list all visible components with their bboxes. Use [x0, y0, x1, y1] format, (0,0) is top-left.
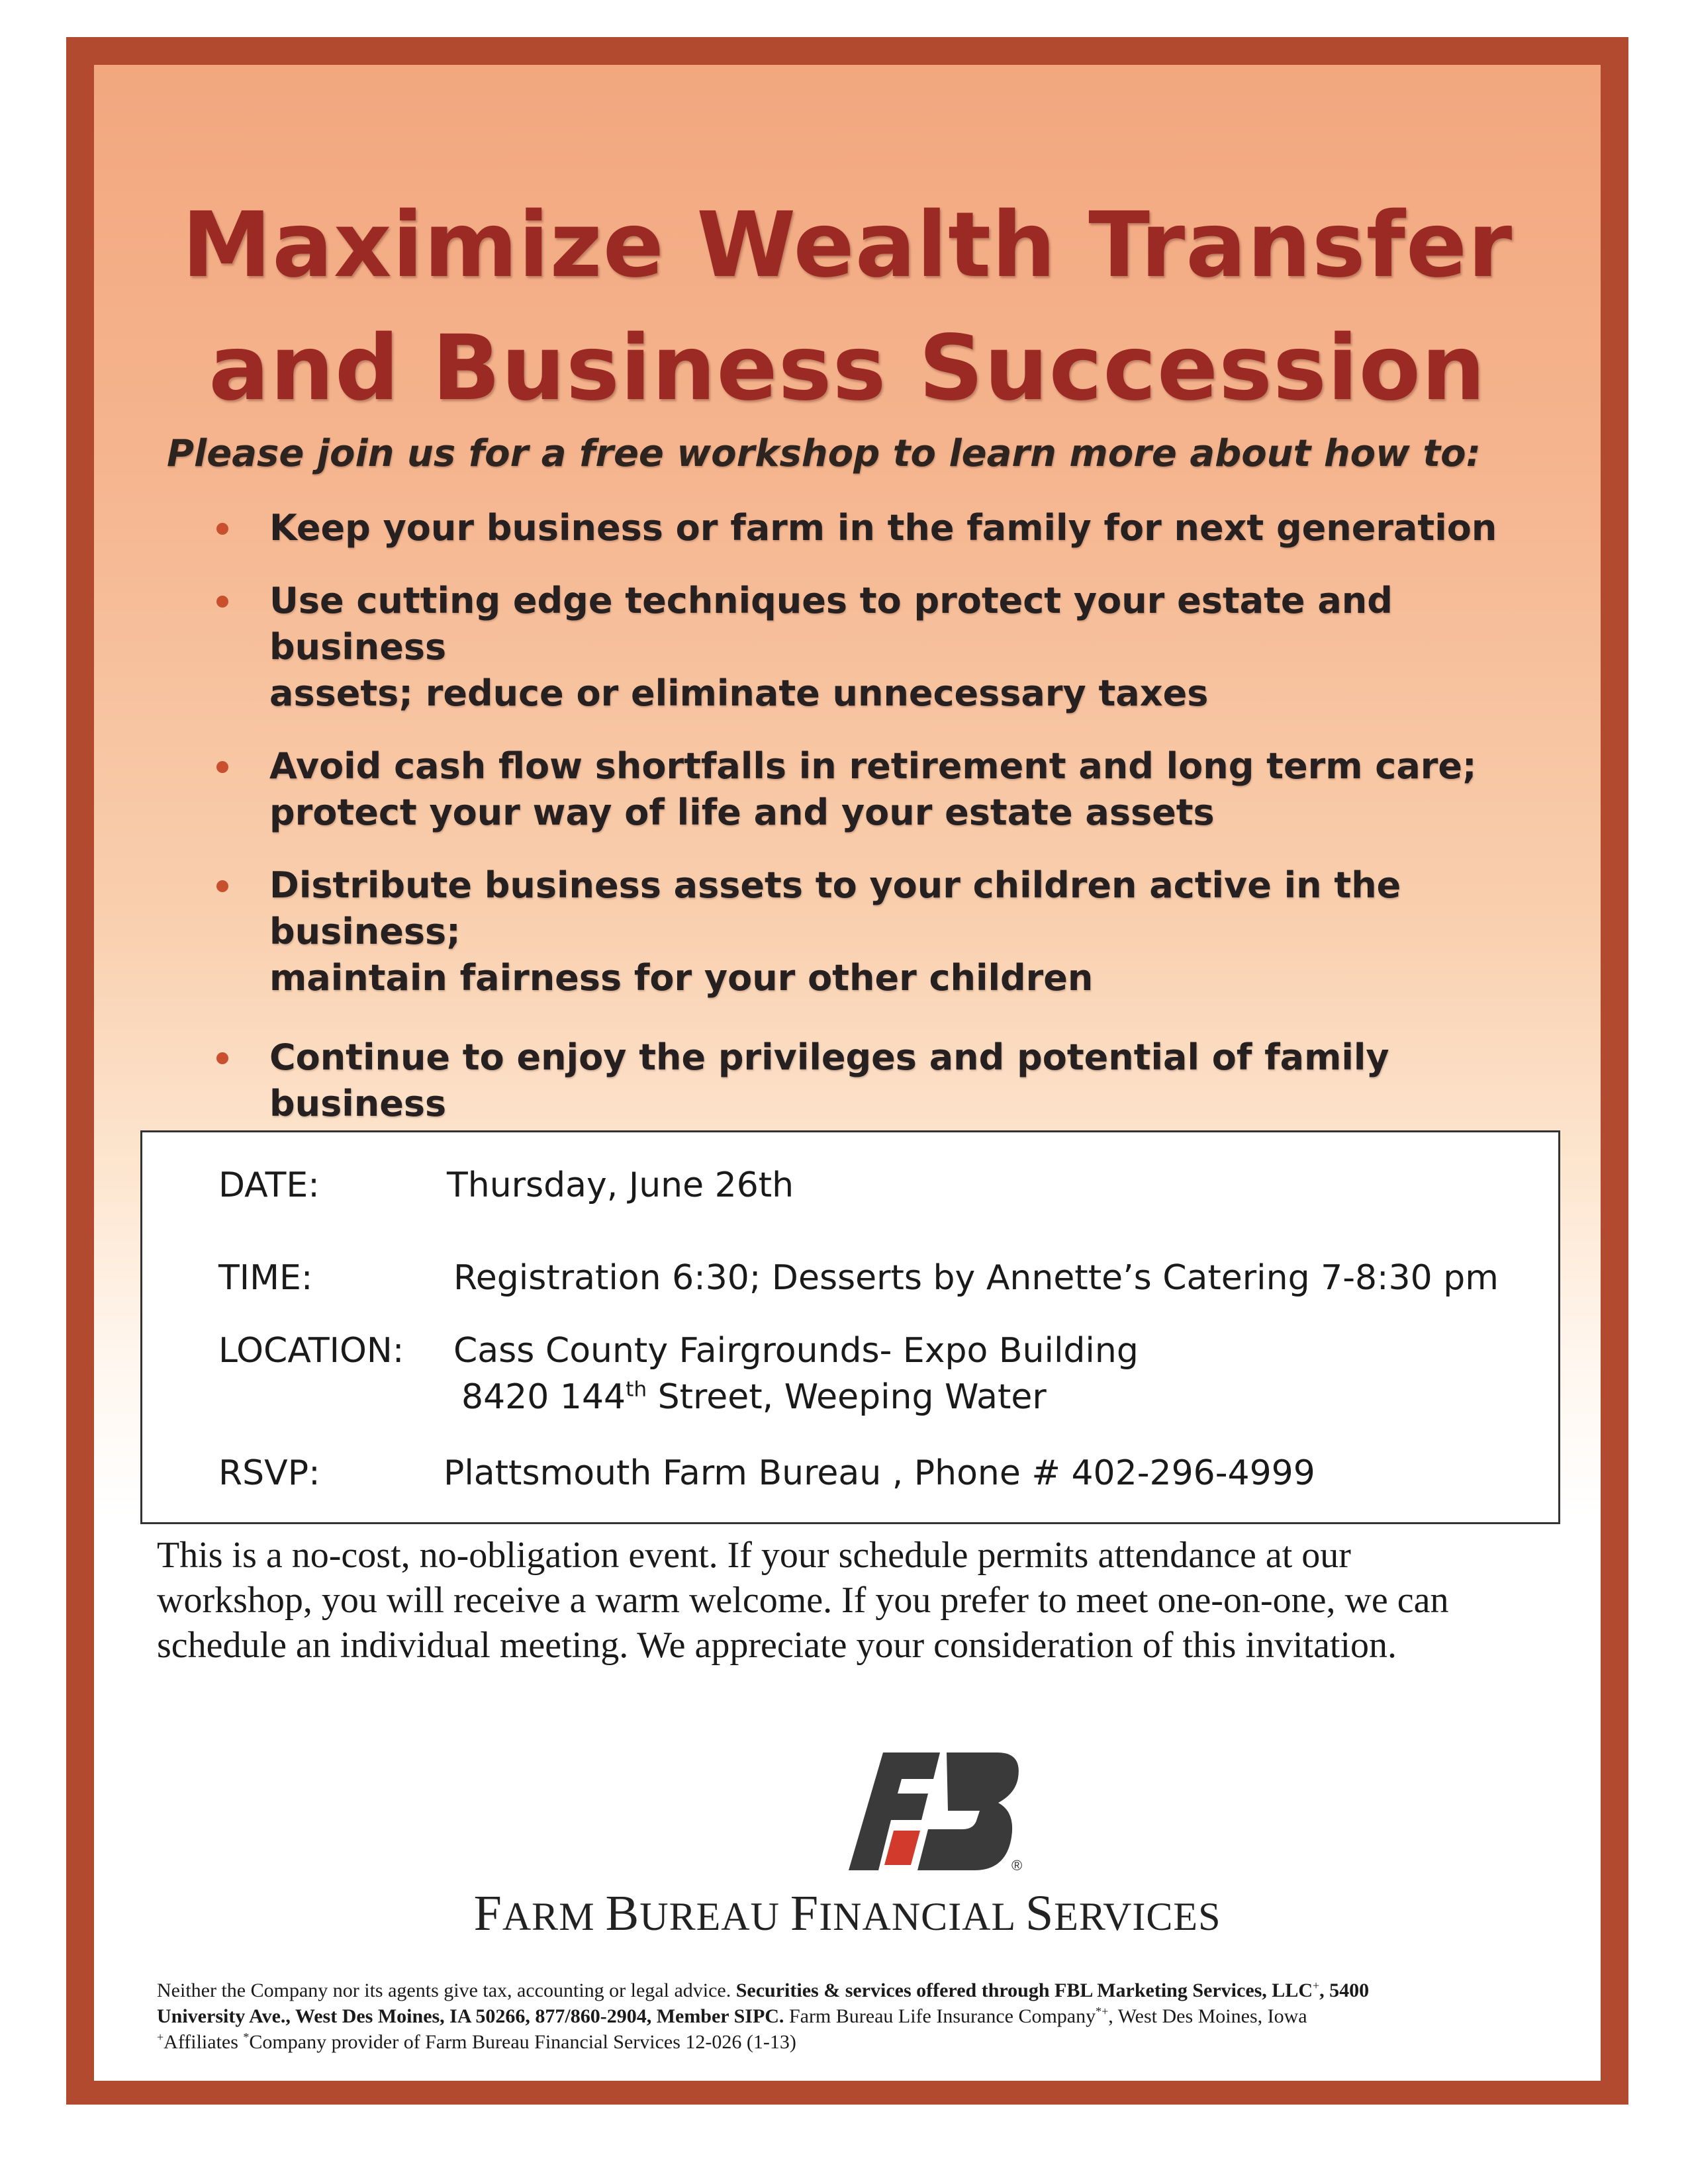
list-item: [207, 743, 1570, 836]
company-name-word-1: ARM: [502, 1895, 606, 1938]
company-name-initial-1: F: [473, 1886, 502, 1941]
rsvp-label: RSVP:: [218, 1453, 320, 1493]
disclaimer-sup-4: *: [243, 2030, 250, 2044]
disclaimer-sup-2: *+: [1096, 2005, 1109, 2018]
list-item: [207, 578, 1570, 717]
invitation-line-3: schedule an individual meeting. We appreciate your consideration of this invitation.: [157, 1625, 1397, 1666]
disclaimer-part-5: Company provider of Farm Bureau Financial Services 12-026 (1-13): [249, 2031, 796, 2053]
headline-line-2: and Business Succession: [209, 316, 1486, 421]
farm-bureau-logo: [849, 1752, 1034, 1872]
company-name-word-3: INANCIAL: [819, 1895, 1025, 1938]
disclaimer-sup-3: +: [157, 2030, 164, 2044]
list-item: [207, 505, 1570, 551]
event-details-box: [140, 1130, 1560, 1524]
benefit-list: [207, 505, 1570, 1200]
disclaimer-part-3: , West Des Moines, Iowa: [1108, 2005, 1307, 2027]
bullet-icon: [216, 596, 228, 608]
list-item-line-1: Distribute business assets to your children active in the business;: [269, 864, 1401, 952]
disclaimer-sup-1: +: [1313, 1979, 1320, 1992]
location-street-name: Street, Weeping Water: [647, 1377, 1047, 1417]
page-frame: [66, 37, 1628, 2105]
bullet-icon: [216, 523, 228, 535]
list-item-line-1: Keep your business or farm in the family for next generation: [269, 507, 1497, 549]
disclaimer: [157, 1978, 1567, 2055]
list-item-line-2: assets; reduce or eliminate unnecessary taxes: [269, 672, 1209, 714]
date-value: Thursday, June 26th: [447, 1165, 794, 1205]
list-item-line-2: protect your way of life and your estate assets: [269, 792, 1215, 833]
disclaimer-part-1: Neither the Company nor its agents give tax, accounting or legal advice.: [157, 1979, 736, 2001]
location-line-2: [461, 1377, 1047, 1417]
list-item-line-1: Continue to enjoy the privileges and potential of family business: [269, 1036, 1389, 1124]
headline-line-1: Maximize Wealth Transfer: [181, 193, 1513, 298]
company-name: [94, 1885, 1601, 1942]
headline: [94, 184, 1601, 430]
fb-logo-icon: [849, 1752, 1034, 1872]
date-label: DATE:: [218, 1165, 320, 1205]
rsvp-value: Plattsmouth Farm Bureau , Phone # 402-296-4999: [444, 1453, 1315, 1493]
location-line-1: Cass County Fairgrounds- Expo Building: [453, 1331, 1139, 1371]
flyer-panel: [94, 65, 1601, 2081]
bullet-icon: [216, 1052, 228, 1064]
disclaimer-part-4: Affiliates: [164, 2031, 244, 2053]
list-item-line-1: Avoid cash flow shortfalls in retirement and long term care;: [269, 745, 1477, 787]
list-item-line-1: Use cutting edge techniques to protect your estate and business: [269, 580, 1393, 668]
location-label: LOCATION:: [218, 1331, 404, 1371]
invitation-line-1: This is a no-cost, no-obligation event. If your schedule permits attendance at our: [157, 1535, 1351, 1576]
intro-text: Please join us for a free workshop to learn more about how to:: [167, 432, 1481, 475]
time-label: TIME:: [218, 1258, 313, 1298]
time-value: Registration 6:30; Desserts by Annette’s Catering 7-8:30 pm: [453, 1258, 1499, 1298]
location-street-number: 8420 144: [461, 1377, 626, 1417]
disclaimer-bold-2: University Ave., West Des Moines, IA 50266, 877/860-2904, Member SIPC.: [157, 2005, 784, 2027]
company-name-word-4: ERVICES: [1054, 1895, 1221, 1938]
company-name-word-2: UREAU: [639, 1895, 790, 1938]
company-name-initial-2: B: [605, 1886, 640, 1941]
registered-mark: ®: [1011, 1857, 1023, 1872]
list-item: [207, 862, 1570, 1001]
company-name-initial-3: F: [790, 1886, 820, 1941]
disclaimer-bold-1b: , 5400: [1319, 1979, 1370, 2001]
disclaimer-bold-1: Securities & services offered through FBL Marketing Services, LLC: [735, 1979, 1313, 2001]
invitation-line-2: workshop, you will receive a warm welcome. If you prefer to meet one-on-one, we can: [157, 1580, 1449, 1621]
bullet-icon: [216, 880, 228, 892]
company-name-initial-4: S: [1025, 1886, 1055, 1941]
disclaimer-part-2: Farm Bureau Life Insurance Company: [784, 2005, 1096, 2027]
bullet-icon: [216, 761, 228, 773]
invitation-text: [157, 1533, 1560, 1668]
list-item-line-2: maintain fairness for your other children: [269, 957, 1094, 999]
location-ordinal-suffix: th: [626, 1377, 647, 1402]
